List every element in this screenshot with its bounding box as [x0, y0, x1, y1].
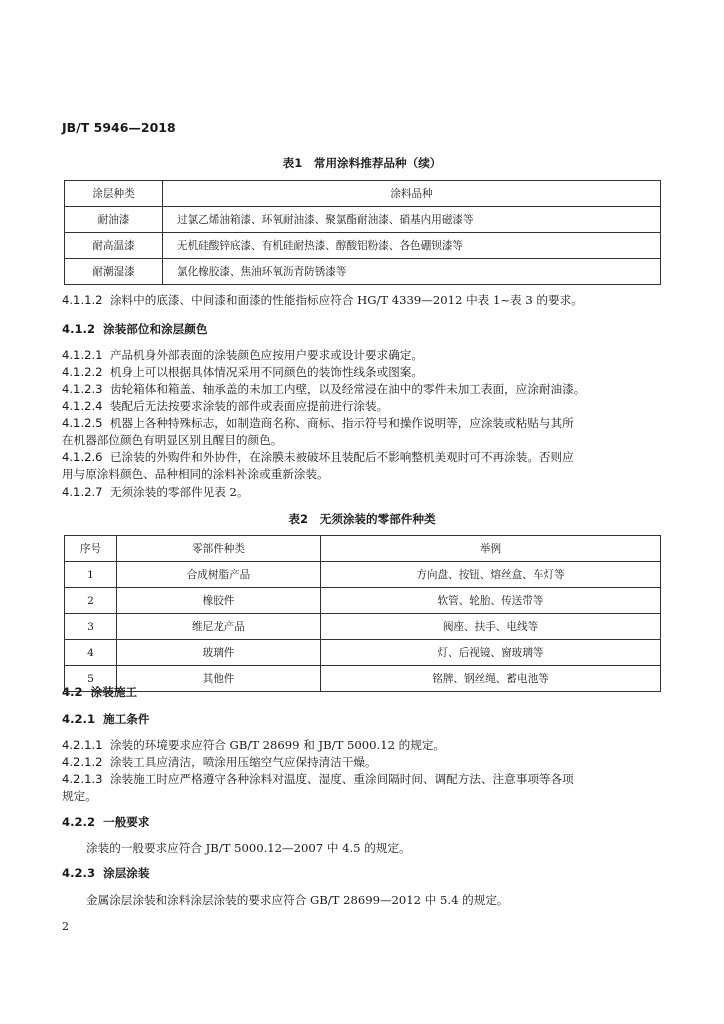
table2-cell: 合成树脂产品 — [117, 562, 321, 588]
table2-cell: 阀座、扶手、电线等 — [321, 614, 661, 640]
table-row — [65, 640, 661, 666]
heading-text: 涂层涂装 — [103, 866, 150, 880]
clause-4-1-2-4 — [62, 398, 388, 414]
clause-4-1-1-2 — [62, 292, 583, 308]
table-row — [65, 207, 661, 233]
clause-4-2-1-2 — [62, 754, 377, 770]
clause-4-1-2-6 — [62, 449, 574, 465]
table1-cell: 无机硅酸锌底漆、有机硅耐热漆、醇酸铝粉漆、各色硼钡漆等 — [163, 233, 661, 259]
heading-4-2-2 — [62, 814, 149, 830]
table2-cell: 铭牌、钢丝绳、蓄电池等 — [321, 666, 661, 692]
heading-text: 一般要求 — [103, 815, 150, 829]
table2-cell: 3 — [65, 614, 117, 640]
heading-4-1-2 — [62, 321, 207, 337]
table2-cell: 5 — [65, 666, 117, 692]
paragraph-4-2-2: 涂装的一般要求应符合 JB/T 5000.12—2007 中 4.5 的规定。 — [86, 841, 411, 855]
table2-header-cell: 序号 — [65, 536, 117, 562]
heading-number: 4.2.1 — [62, 712, 96, 726]
heading-4-2 — [62, 684, 137, 700]
table1-header-row — [65, 181, 661, 207]
table-row — [65, 588, 661, 614]
clause-4-1-2-1 — [62, 347, 423, 363]
clause-4-2-1-3 — [62, 771, 574, 787]
table1-cell: 耐潮湿漆 — [65, 259, 163, 285]
clause-text: 涂装施工时应严格遵守各种涂料对温度、湿度、重涂间隔时间、调配方法、注意事项等各项 — [109, 772, 574, 786]
table-row — [65, 562, 661, 588]
clause-number: 4.1.2.1 — [62, 348, 103, 362]
table2-cell: 4 — [65, 640, 117, 666]
table1-cell: 耐高温漆 — [65, 233, 163, 259]
table2 — [64, 535, 661, 692]
clause-text: 齿轮箱体和箱盖、轴承盖的未加工内壁，以及经常浸在油中的零件未加工表面，应涂耐油漆。 — [109, 382, 586, 396]
table1-cell: 耐油漆 — [65, 207, 163, 233]
clause-number: 4.1.2.7 — [62, 485, 103, 499]
clause-text: 涂装的环境要求应符合 GB/T 28699 和 JB/T 5000.12 的规定。 — [109, 738, 446, 752]
clause-number: 4.1.2.2 — [62, 365, 103, 379]
clause-4-1-2-5 — [62, 415, 574, 431]
table1-title: 表1 常用涂料推荐品种（续） — [282, 156, 442, 170]
clause-4-1-2-6-cont: 用与原涂料颜色、品种相同的涂料补涂或重新涂装。 — [62, 467, 329, 481]
clause-text: 涂装工具应清洁，喷涂用压缩空气应保持清洁干燥。 — [109, 755, 377, 769]
table1-cell: 过氯乙烯油箱漆、环氧耐油漆、聚氯酯耐油漆、硝基内用磁漆等 — [163, 207, 661, 233]
table2-title: 表2 无须涂装的零部件种类 — [288, 512, 436, 526]
clause-text: 机器上各种特殊标志，如制造商名称、商标、指示符号和操作说明等，应涂装或粘贴与其所 — [109, 416, 574, 430]
clause-number: 4.1.2.3 — [62, 382, 103, 396]
clause-number: 4.2.1.1 — [62, 738, 103, 752]
clause-text: 无须涂装的零部件见表 2。 — [109, 485, 249, 499]
table-row — [65, 259, 661, 285]
table2-cell: 灯、后视镜、窗玻璃等 — [321, 640, 661, 666]
page-number: 2 — [62, 920, 69, 933]
table2-cell: 1 — [65, 562, 117, 588]
clause-number: 4.2.1.3 — [62, 772, 103, 786]
clause-text: 装配后无法按要求涂装的部件或表面应提前进行涂装。 — [109, 399, 389, 413]
heading-number: 4.2.2 — [62, 815, 96, 829]
table2-cell: 方向盘、按钮、熔丝盒、车灯等 — [321, 562, 661, 588]
table2-cell: 维尼龙产品 — [117, 614, 321, 640]
table1-header-cell: 涂料品种 — [163, 181, 661, 207]
heading-4-2-3 — [62, 865, 149, 881]
table2-cell: 玻璃件 — [117, 640, 321, 666]
clause-number: 4.1.1.2 — [62, 293, 103, 307]
clause-4-2-1-3-cont: 规定。 — [62, 789, 97, 803]
clause-4-1-2-7 — [62, 484, 249, 500]
clause-number: 4.1.2.4 — [62, 399, 103, 413]
clause-number: 4.2.1.2 — [62, 755, 103, 769]
clause-4-2-1-1 — [62, 737, 445, 753]
heading-number: 4.2 — [62, 685, 83, 699]
clause-text: 机身上可以根据具体情况采用不同颜色的装饰性线条或图案。 — [109, 365, 423, 379]
clause-4-1-2-3 — [62, 381, 585, 397]
heading-text: 涂装部位和涂层颜色 — [103, 322, 208, 336]
clause-text: 已涂装的外购件和外协件，在涂膜未被破坏且装配后不影响整机美观时可不再涂装。否则应 — [109, 450, 574, 464]
table2-cell: 橡胶件 — [117, 588, 321, 614]
heading-text: 涂装施工 — [90, 685, 138, 699]
table1-header-cell: 涂层种类 — [65, 181, 163, 207]
clause-number: 4.1.2.6 — [62, 450, 103, 464]
table2-header-cell: 零部件种类 — [117, 536, 321, 562]
table2-cell: 其他件 — [117, 666, 321, 692]
table-row — [65, 233, 661, 259]
heading-text: 施工条件 — [103, 712, 150, 726]
clause-text: 涂料中的底漆、中间漆和面漆的性能指标应符合 HG/T 4339—2012 中表 1~表 3 的要求。 — [109, 293, 583, 307]
table1 — [64, 180, 661, 285]
table2-header-cell: 举例 — [321, 536, 661, 562]
heading-number: 4.1.2 — [62, 322, 96, 336]
table2-cell: 2 — [65, 588, 117, 614]
paragraph-4-2-3: 金属涂层涂装和涂料涂层涂装的要求应符合 GB/T 28699—2012 中 5.4 的规定。 — [86, 893, 509, 907]
table2-header-row — [65, 536, 661, 562]
heading-4-2-1 — [62, 711, 149, 727]
document-code: JB/T 5946—2018 — [62, 120, 176, 135]
table2-cell: 软管、轮胎、传送带等 — [321, 588, 661, 614]
table-row — [65, 666, 661, 692]
table-row — [65, 614, 661, 640]
heading-number: 4.2.3 — [62, 866, 96, 880]
clause-number: 4.1.2.5 — [62, 416, 103, 430]
table1-cell: 氯化橡胶漆、焦油环氧沥青防锈漆等 — [163, 259, 661, 285]
clause-text: 产品机身外部表面的涂装颜色应按用户要求或设计要求确定。 — [109, 348, 423, 362]
clause-4-1-2-5-cont: 在机器部位颜色有明显区别且醒目的颜色。 — [62, 433, 283, 447]
clause-4-1-2-2 — [62, 364, 423, 380]
